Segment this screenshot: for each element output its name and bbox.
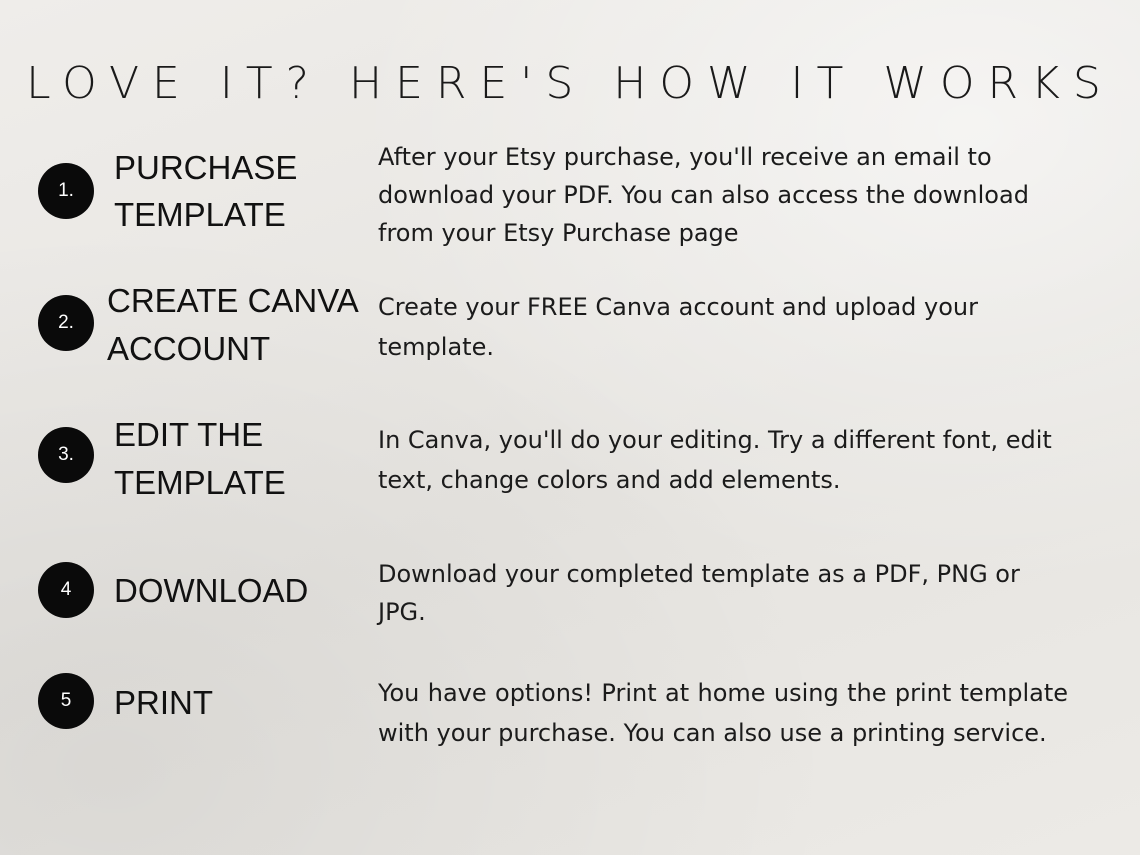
- step-label-line2: ACCOUNT: [107, 330, 271, 367]
- page-title: LOVE IT? HERE'S HOW IT WORKS: [26, 58, 1114, 109]
- step-number-badge: 1.: [38, 163, 94, 219]
- step-number-badge: 2.: [38, 295, 94, 351]
- step-label-line1: CREATE CANVA: [107, 282, 359, 319]
- step-number-badge: 5: [38, 673, 94, 729]
- step-label-line1: PRINT: [114, 684, 213, 721]
- step-label-line2: TEMPLATE: [114, 464, 286, 501]
- step-label-line2: TEMPLATE: [114, 196, 286, 233]
- step-description: You have options! Print at home using the print template with your purchase. You can also use a printing service.: [378, 679, 1068, 747]
- step-number-badge: 4: [38, 562, 94, 618]
- step-number-badge: 3.: [38, 427, 94, 483]
- step-description: In Canva, you'll do your editing. Try a different font, edit text, change colors and add elements.: [378, 426, 1052, 494]
- step-description: Download your completed template as a PDF, PNG or JPG.: [378, 560, 1020, 626]
- step-description: Create your FREE Canva account and upload your template.: [378, 293, 978, 361]
- step-description: After your Etsy purchase, you'll receive an email to download your PDF. You can also access the download from your Etsy Purchase page: [378, 143, 1029, 247]
- step-label-line1: PURCHASE: [114, 149, 298, 186]
- step-label-line1: DOWNLOAD: [114, 572, 309, 609]
- step-label-line1: EDIT THE: [114, 416, 264, 453]
